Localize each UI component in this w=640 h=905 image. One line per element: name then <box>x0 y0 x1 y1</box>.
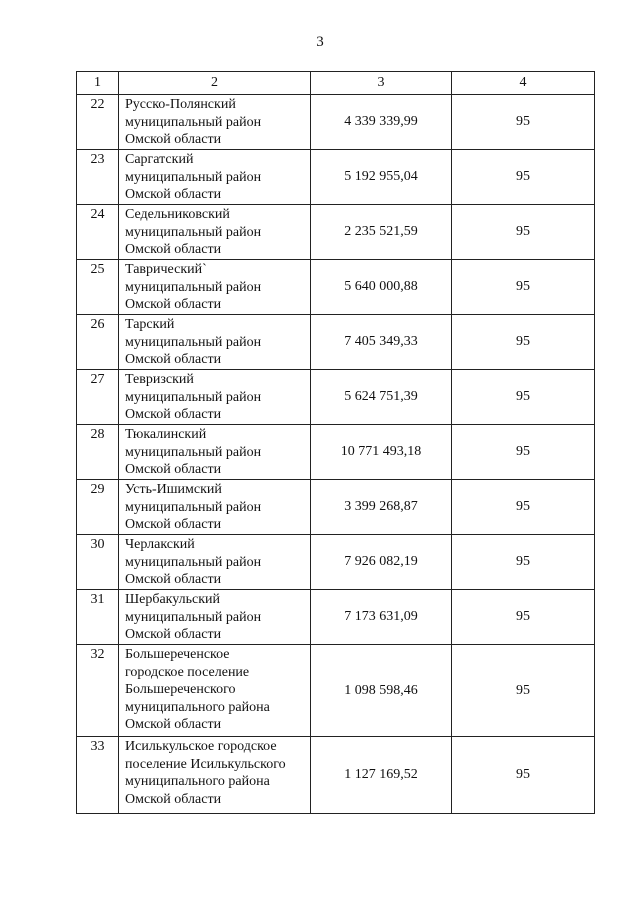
header-col-4: 4 <box>452 72 595 95</box>
table-body <box>77 95 595 814</box>
municipality-name-line: муниципальный район <box>125 334 262 350</box>
municipality-name-line: Усть-Ишимский <box>125 482 222 497</box>
percent-cell: 95 <box>452 315 595 370</box>
municipality-name-line: городское поселение <box>125 664 250 680</box>
header-col-1: 1 <box>77 72 119 95</box>
municipality-name-line: Черлакский <box>125 537 195 552</box>
municipality-name-line: Омской области <box>125 517 222 532</box>
table-header-row <box>77 72 595 95</box>
percent-cell: 95 <box>452 645 595 737</box>
municipality-name-line: Русско-Полянский <box>125 97 236 112</box>
amount-cell: 7 173 631,09 <box>311 590 452 645</box>
municipality-name <box>119 425 311 480</box>
percent-cell: 95 <box>452 370 595 425</box>
header-col-2: 2 <box>119 72 311 95</box>
municipality-name <box>119 737 311 814</box>
municipality-name-line: Омской области <box>125 407 222 422</box>
table-row <box>77 260 595 315</box>
amount-cell: 5 192 955,04 <box>311 150 452 205</box>
table-row <box>77 645 595 737</box>
municipality-name-line: Омской области <box>125 572 222 587</box>
municipality-name-line: муниципальный район <box>125 279 262 295</box>
municipality-name-line: Саргатский <box>125 152 194 167</box>
municipality-name-line: Исилькульское городское <box>125 739 277 754</box>
row-number: 33 <box>77 737 119 814</box>
municipality-name-line: Омской области <box>125 187 222 202</box>
table-row <box>77 425 595 480</box>
percent-cell: 95 <box>452 150 595 205</box>
amount-cell: 2 235 521,59 <box>311 205 452 260</box>
row-number: 22 <box>77 95 119 150</box>
amount-cell: 7 405 349,33 <box>311 315 452 370</box>
allocation-table <box>76 71 595 814</box>
municipality-name-line: муниципальный район <box>125 169 262 185</box>
table-row <box>77 315 595 370</box>
municipality-name <box>119 480 311 535</box>
percent-cell: 95 <box>452 205 595 260</box>
amount-cell: 7 926 082,19 <box>311 535 452 590</box>
municipality-name <box>119 205 311 260</box>
municipality-name-line: Омской области <box>125 717 222 732</box>
municipality-name-line: муниципальный район <box>125 499 262 515</box>
municipality-name <box>119 95 311 150</box>
municipality-name <box>119 535 311 590</box>
percent-cell: 95 <box>452 95 595 150</box>
municipality-name-line: муниципальный район <box>125 114 262 130</box>
municipality-name-line: муниципальный район <box>125 224 262 240</box>
table-row <box>77 737 595 814</box>
percent-cell: 95 <box>452 260 595 315</box>
amount-cell: 1 127 169,52 <box>311 737 452 814</box>
municipality-name-line: муниципальный район <box>125 389 262 405</box>
municipality-name-line: Большереченского <box>125 682 236 697</box>
municipality-name-line: Омской области <box>125 297 222 312</box>
municipality-name-line: Тюкалинский <box>125 427 207 442</box>
table-row <box>77 95 595 150</box>
municipality-name-line: Таврический` <box>125 262 207 277</box>
municipality-name-line: Седельниковский <box>125 207 230 222</box>
row-number: 27 <box>77 370 119 425</box>
municipality-name <box>119 590 311 645</box>
row-number: 30 <box>77 535 119 590</box>
amount-cell: 5 624 751,39 <box>311 370 452 425</box>
row-number: 31 <box>77 590 119 645</box>
municipality-name-line: Шербакульский <box>125 592 221 607</box>
table-row <box>77 535 595 590</box>
amount-cell: 3 399 268,87 <box>311 480 452 535</box>
municipality-name <box>119 260 311 315</box>
municipality-name-line: Омской области <box>125 352 222 367</box>
header-col-3: 3 <box>311 72 452 95</box>
table-row <box>77 590 595 645</box>
row-number: 29 <box>77 480 119 535</box>
table-row <box>77 370 595 425</box>
percent-cell: 95 <box>452 535 595 590</box>
municipality-name-line: муниципальный район <box>125 609 262 625</box>
amount-cell: 1 098 598,46 <box>311 645 452 737</box>
percent-cell: 95 <box>452 480 595 535</box>
municipality-name-line: муниципальный район <box>125 444 262 460</box>
municipality-name-line: муниципального района <box>125 774 270 789</box>
row-number: 25 <box>77 260 119 315</box>
table-row <box>77 480 595 535</box>
row-number: 24 <box>77 205 119 260</box>
amount-cell: 10 771 493,18 <box>311 425 452 480</box>
municipality-name <box>119 645 311 737</box>
municipality-name-line: Тевризский <box>125 372 194 387</box>
percent-cell: 95 <box>452 425 595 480</box>
table-row <box>77 150 595 205</box>
page-number: 3 <box>316 34 324 50</box>
municipality-name-line: поселение Исилькульского <box>125 756 286 772</box>
municipality-name-line: Омской области <box>125 242 222 257</box>
row-number: 26 <box>77 315 119 370</box>
municipality-name-line: Омской области <box>125 132 222 147</box>
percent-cell: 95 <box>452 737 595 814</box>
municipality-name <box>119 150 311 205</box>
municipality-name-line: муниципальный район <box>125 554 262 570</box>
municipality-name <box>119 315 311 370</box>
municipality-name-line: муниципального района <box>125 699 270 715</box>
municipality-name <box>119 370 311 425</box>
municipality-name-line: Большереченское <box>125 647 230 662</box>
row-number: 28 <box>77 425 119 480</box>
amount-cell: 4 339 339,99 <box>311 95 452 150</box>
municipality-name-line: Омской области <box>125 791 222 807</box>
table-row <box>77 205 595 260</box>
municipality-name-line: Омской области <box>125 462 222 477</box>
row-number: 23 <box>77 150 119 205</box>
amount-cell: 5 640 000,88 <box>311 260 452 315</box>
row-number: 32 <box>77 645 119 737</box>
municipality-name-line: Тарский <box>125 317 175 332</box>
municipality-name-line: Омской области <box>125 627 222 642</box>
percent-cell: 95 <box>452 590 595 645</box>
